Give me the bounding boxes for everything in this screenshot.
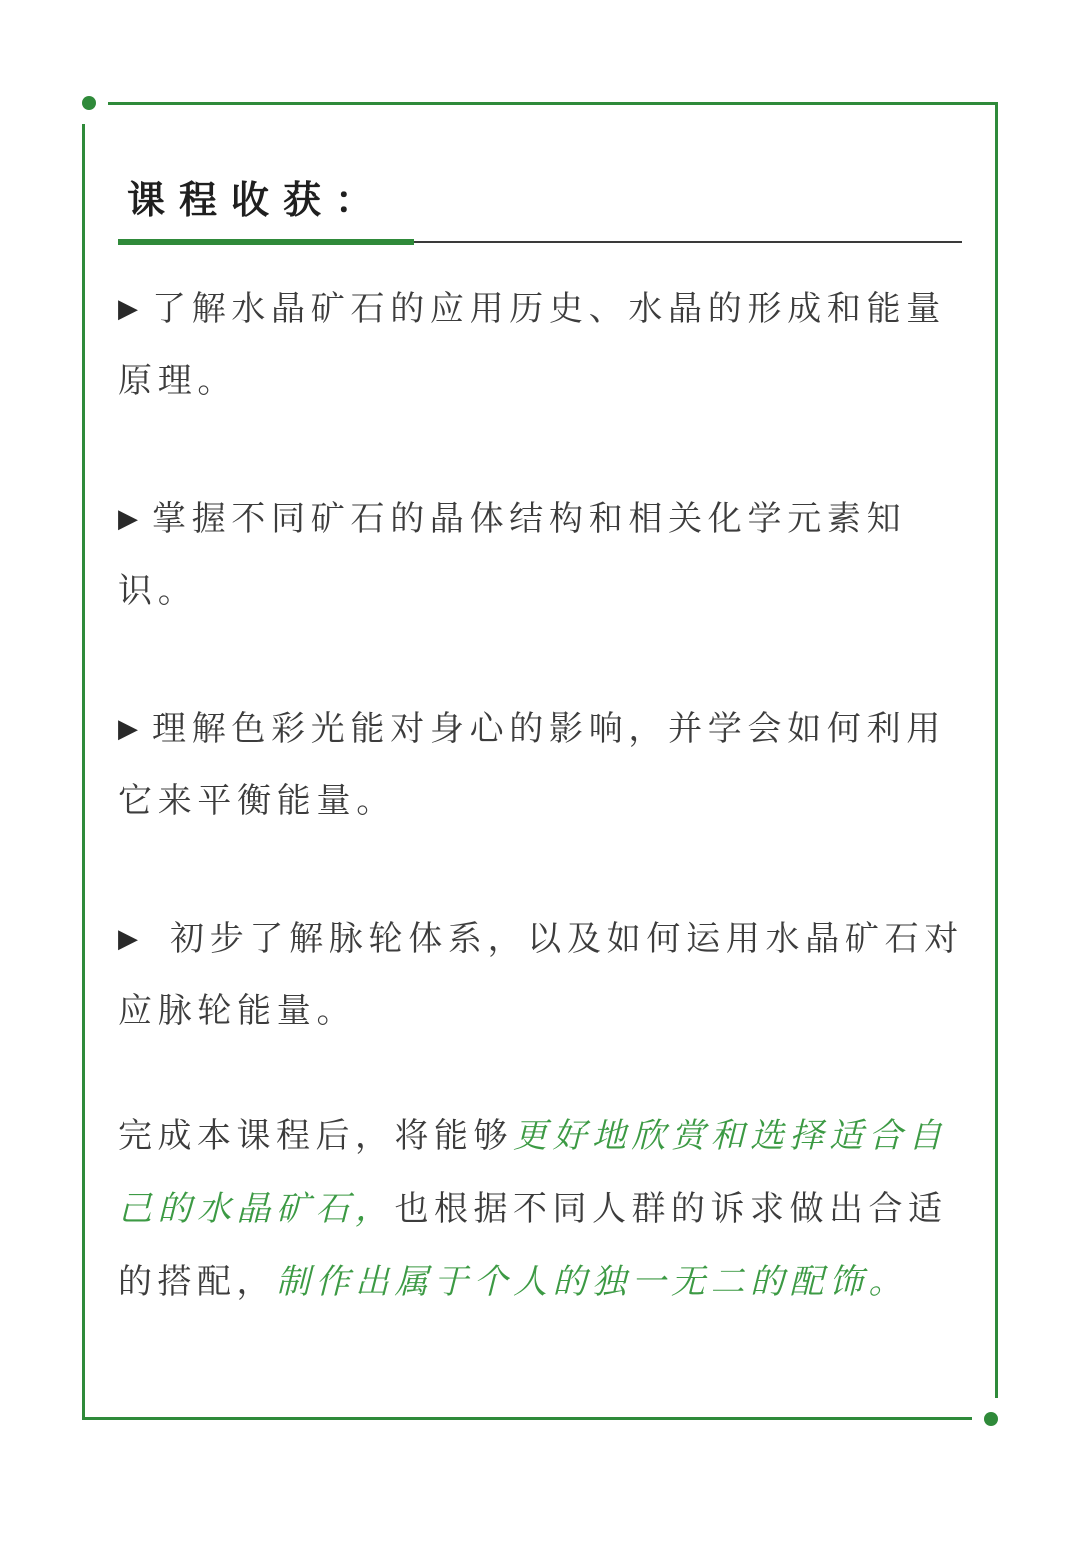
- bullet-text: 掌握不同矿石的晶体结构和相关化学元素知识。: [118, 499, 907, 611]
- frame-bottom-border: [82, 1417, 972, 1420]
- bullet-text: 初步了解脉轮体系，以及如何运用水晶矿石对应脉轮能量。: [118, 919, 964, 1031]
- summary-text: 也根据不同人群的诉求做出合适的搭配，: [118, 1189, 948, 1302]
- heading-underline-accent: [118, 239, 414, 245]
- frame-left-border: [82, 124, 85, 1420]
- frame-corner-dot-top-left: [82, 96, 96, 110]
- triangle-bullet-icon: ▶: [118, 714, 138, 744]
- bullet-item: [118, 693, 964, 837]
- bullet-item: [118, 483, 964, 627]
- bullet-item: [118, 273, 964, 417]
- summary-text: 完成本课程后，将能够: [118, 1116, 513, 1156]
- summary-highlight: 更好地欣赏和选择适合自己的水晶矿石，: [118, 1116, 948, 1229]
- triangle-bullet-icon: ▶: [118, 504, 138, 534]
- section-heading: 课程收获：: [127, 178, 388, 222]
- frame-top-border: [108, 102, 998, 105]
- bullet-text: 理解色彩光能对身心的影响，并学会如何利用它来平衡能量。: [118, 709, 946, 821]
- summary-paragraph: [118, 1100, 964, 1319]
- bullet-text: 了解水晶矿石的应用历史、水晶的形成和能量原理。: [118, 289, 946, 401]
- bullet-item: [118, 903, 964, 1047]
- frame-right-border: [995, 102, 998, 1398]
- frame-corner-dot-bottom-right: [984, 1412, 998, 1426]
- summary-highlight: 制作出属于个人的独一无二的配饰。: [276, 1262, 908, 1302]
- triangle-bullet-icon: ▶: [118, 924, 138, 954]
- triangle-bullet-icon: ▶: [118, 294, 138, 324]
